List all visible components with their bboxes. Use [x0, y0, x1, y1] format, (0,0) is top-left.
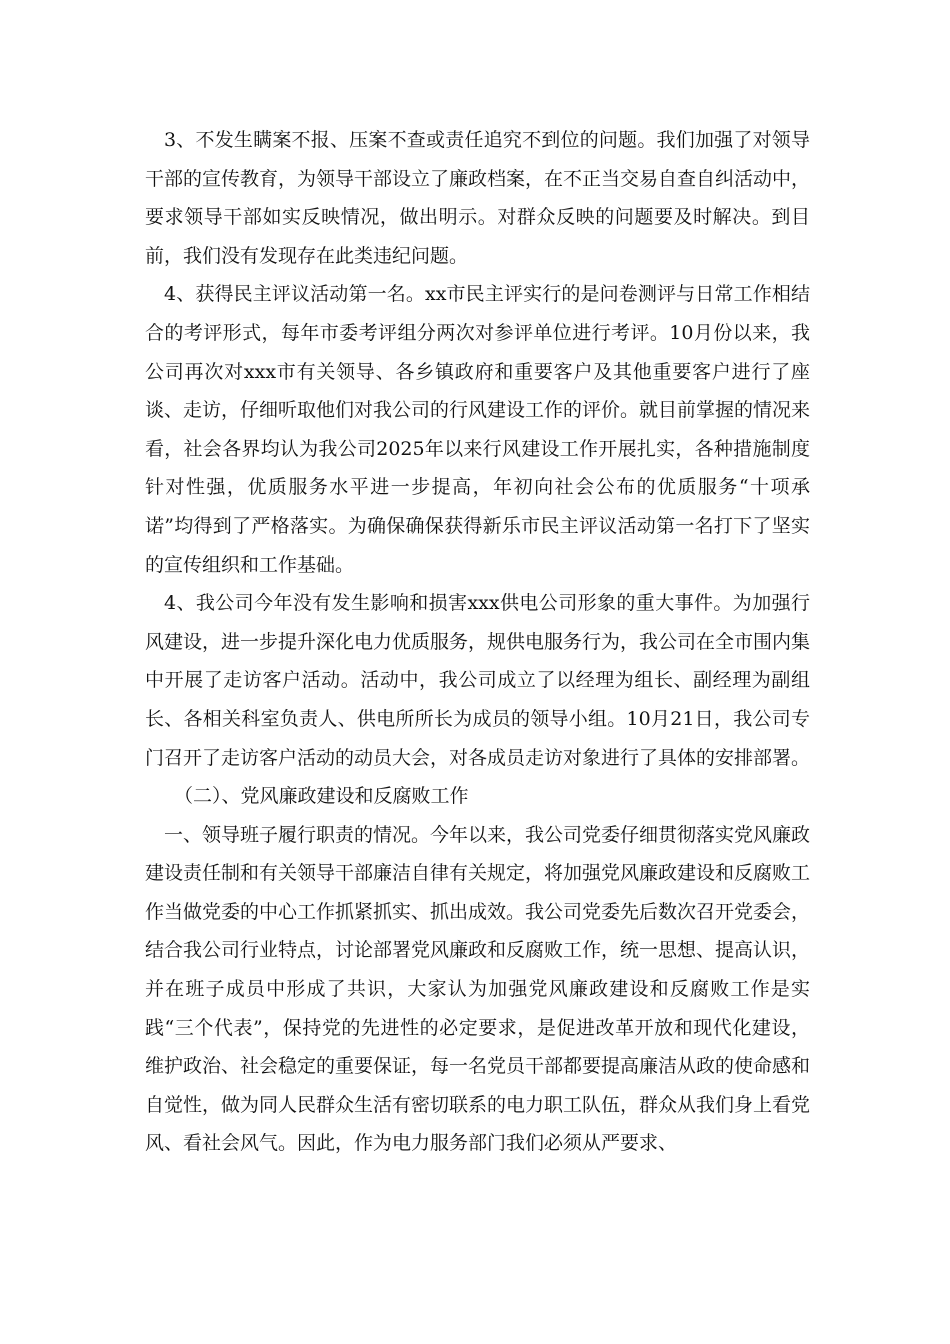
paragraph-item-4-evaluation: 4、获得民主评议活动第一名。xx市民主评实行的是问卷测评与日常工作相结合的考评形式，每年市委考评组分两次对参评单位进行考评。10月份以来，我公司再次对xxx市有关领导、各乡镇政府和重要客户及其他重要客户进行了座谈、走访，仔细听取他们对我公司的行风建设工作的评价。就目前掌握的情况来看，社会各界均认为我公司2025年以来行风建设工作开展扎实，各种措施制度针对性强，优质服务水平进一步提高，年初向社会公布的优质服务“十项承诺”均得到了严格落实。为确保确保获得新乐市民主评议活动第一名打下了坚实的宣传组织和工作基础。	[145, 283, 811, 576]
section-paragraph-leadership: 一、领导班子履行职责的情况。今年以来，我公司党委仔细贯彻落实党风廉政建设责任制和有关领导干部廉洁自律有关规定，将加强党风廉政建设和反腐败工作当做党委的中心工作抓紧抓实、抓出成效。我公司党委先后数次召开党委会，结合我公司行业特点，讨论部署党风廉政和反腐败工作，统一思想、提高认识，并在班子成员中形成了共识，大家认为加强党风廉政建设和反腐败工作是实践“三个代表”，保持党的先进性的必定要求，是促进改革开放和现代化建设，维护政治、社会稳定的重要保证，每一名党员干部都要提高廉洁从政的使命感和自觉性，做为同人民群众生活有密切联系的电力职工队伍，群众从我们身上看党风、看社会风气。因此，作为电力服务部门我们必须从严要求、	[145, 823, 811, 1155]
document-body	[145, 121, 810, 1163]
paragraph-item-3: 3、不发生瞒案不报、压案不查或责任追究不到位的问题。我们加强了对领导干部的宣传教育，为领导干部设立了廉政档案，在不正当交易自查自纠活动中，要求领导干部如实反映情况，做出明示。对群众反映的问题要及时解决。到目前，我们没有发现存在此类违纪问题。	[145, 129, 811, 267]
paragraph-item-4-no-incidents: 4、我公司今年没有发生影响和损害xxx供电公司形象的重大事件。为加强行风建设，进一步提升深化电力优质服务，规供电服务行为，我公司在全市围内集中开展了走访客户活动。活动中，我公司成立了以经理为组长、副经理为副组长、各相关科室负责人、供电所所长为成员的领导小组。10月21日，我公司专门召开了走访客户活动的动员大会，对各成员走访对象进行了具体的安排部署。	[145, 592, 811, 769]
section-heading: （二）、党风廉政建设和反腐败工作	[174, 785, 469, 808]
